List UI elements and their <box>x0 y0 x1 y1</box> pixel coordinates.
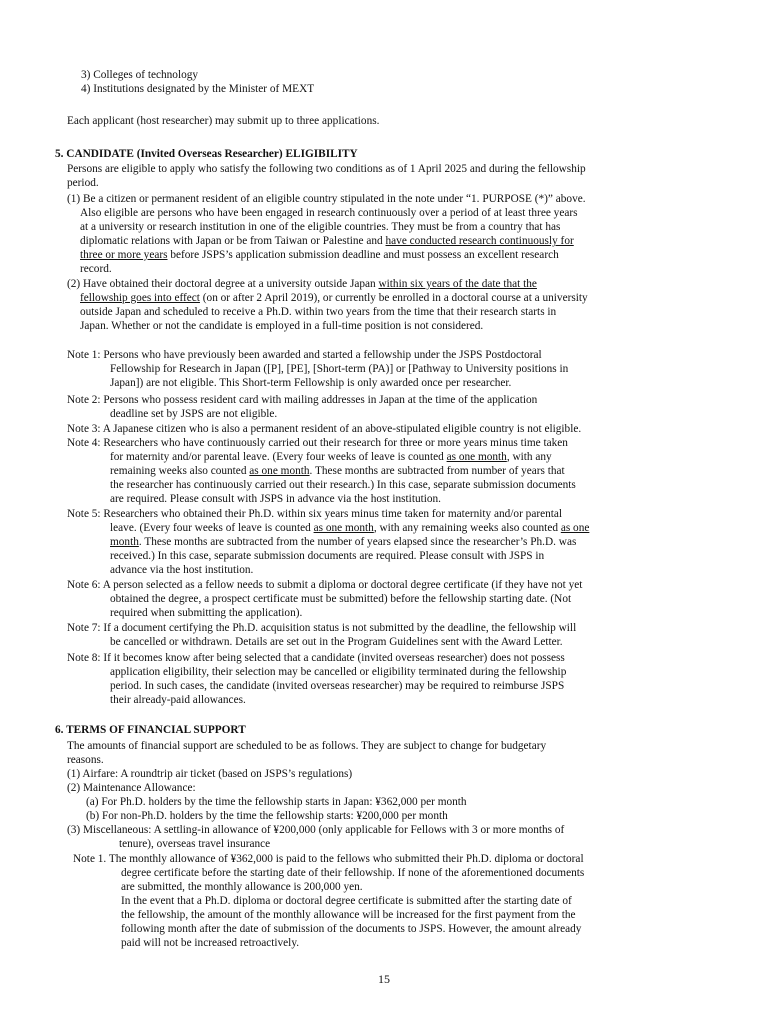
underlined-text: as one month <box>313 522 374 534</box>
note-4-line-1: Note 4: Researchers who have continuously carried out their research for three or more years minus time taken <box>67 437 568 449</box>
condition-2-line-2: fellowship goes into effect (on or after 2 April 2019), or currently be enrolled in a doctoral course at a university <box>80 292 588 304</box>
underlined-text: have conducted research continuously for <box>385 235 574 247</box>
support-item-phd-holders: (a) For Ph.D. holders by the time the fellowship starts in Japan: ¥362,000 per month <box>86 796 467 808</box>
note-8-line-2: application eligibility, their selection may be cancelled or eligibility terminated during the fellowship <box>110 666 567 678</box>
financial-note-line-3: are submitted, the monthly allowance is 200,000 yen. <box>121 881 363 893</box>
support-item-miscellaneous-line-2: tenure), overseas travel insurance <box>119 838 271 850</box>
financial-note-line-2: degree certificate before the starting date of their fellowship. If none of the aforementioned documents <box>121 867 585 879</box>
note-4-line-4: the researcher has continuously carried out their research.) In this case, separate submission documents <box>110 479 576 491</box>
condition-2-line-4: Japan. Whether or not the candidate is employed in a full-time position is not considered. <box>80 320 484 332</box>
support-item-airfare: (1) Airfare: A roundtrip air ticket (based on JSPS’s regulations) <box>67 768 353 780</box>
underlined-text: as one month <box>249 465 310 477</box>
condition-2-line-1: (2) Have obtained their doctoral degree at a university outside Japan within six years of the date that the <box>67 278 537 290</box>
financial-note-line-1: Note 1. The monthly allowance of ¥362,000 is paid to the fellows who submitted their Ph.D. diploma or doctoral <box>73 853 584 865</box>
note-8-line-3: period. In such cases, the candidate (invited overseas researcher) may be required to reimburse JSPS <box>110 680 565 692</box>
condition-2-line-3: outside Japan and scheduled to receive a Ph.D. within two years from the time that their research starts in <box>80 306 557 318</box>
note-5-line-1: Note 5: Researchers who obtained their Ph.D. within six years minus time taken for maternity and/or parental <box>67 508 563 520</box>
financial-note-line-6: following month after the date of submission of the documents to JSPS. However, the amount already <box>121 923 582 935</box>
institution-item-3: 3) Colleges of technology <box>81 69 199 81</box>
note-5-line-3: month. These months are subtracted from the number of years elapsed since the researcher’s Ph.D. was <box>110 536 577 548</box>
underlined-text: three or more years <box>80 249 168 261</box>
underlined-text: month <box>110 536 139 548</box>
condition-1-line-2: Also eligible are persons who have been engaged in research continuously over a period of at least three years <box>80 207 578 219</box>
note-5-line-4: received.) In this case, separate submission documents are required. Please consult with JSPS in <box>110 550 545 562</box>
underlined-text: fellowship goes into effect <box>80 292 200 304</box>
financial-note-line-5: the fellowship, the amount of the monthly allowance will be increased for the first payment from the <box>121 909 576 921</box>
support-item-miscellaneous-line-1: (3) Miscellaneous: A settling-in allowance of ¥200,000 (only applicable for Fellows with 3 or more months of <box>67 824 565 836</box>
note-6-line-1: Note 6: A person selected as a fellow needs to submit a diploma or doctoral degree certificate (if they have not yet <box>67 579 583 591</box>
financial-note-line-7: paid will not be increased retroactively. <box>121 937 300 949</box>
note-3: Note 3: A Japanese citizen who is also a permanent resident of an above-stipulated eligible country is not eligible. <box>67 423 582 435</box>
note-1-line-1: Note 1: Persons who have previously been awarded and started a fellowship under the JSPS Postdoctoral <box>67 349 542 361</box>
institution-item-4: 4) Institutions designated by the Minister of MEXT <box>81 83 315 95</box>
section-6-intro-line-1: The amounts of financial support are scheduled to be as follows. They are subject to change for budgetary <box>67 740 547 752</box>
support-item-non-phd-holders: (b) For non-Ph.D. holders by the time the fellowship starts: ¥200,000 per month <box>86 810 448 822</box>
note-4-line-2: for maternity and/or parental leave. (Every four weeks of leave is counted as one month, with any <box>110 451 552 463</box>
applications-note: Each applicant (host researcher) may submit up to three applications. <box>67 115 380 127</box>
note-8-line-1: Note 8: If it becomes know after being selected that a candidate (invited overseas researcher) does not possess <box>67 652 565 664</box>
note-6-line-2: obtained the degree, a prospect certificate must be submitted) before the fellowship starting date. (Not <box>110 593 572 605</box>
underlined-text: as one <box>560 522 590 534</box>
note-1-line-2: Fellowship for Research in Japan ([P], [PE], [Short-term (PA)] or [Pathway to University positions in <box>110 363 569 375</box>
section-5-heading: 5. CANDIDATE (Invited Overseas Researcher) ELIGIBILITY <box>55 148 358 160</box>
condition-1-line-6: record. <box>80 263 112 275</box>
note-4-line-3: remaining weeks also counted as one month. These months are subtracted from number of years that <box>110 465 565 477</box>
section-6-heading: 6. TERMS OF FINANCIAL SUPPORT <box>55 724 246 736</box>
note-6-line-3: required when submitting the application). <box>110 607 303 619</box>
condition-1-line-4: diplomatic relations with Japan or be from Taiwan or Palestine and have conducted research continuously for <box>80 235 574 247</box>
section-5-intro-line-2: period. <box>67 177 99 189</box>
condition-1-line-5: three or more years before JSPS’s application submission deadline and must possess an excellent research <box>80 249 559 261</box>
note-1-line-3: Japan]) are not eligible. This Short-term Fellowship is only awarded once per researcher. <box>110 377 512 389</box>
section-6-intro-line-2: reasons. <box>67 754 104 766</box>
condition-1-line-3: at a university or research institution in one of the eligible countries. They must be from a country that has <box>80 221 561 233</box>
note-5-line-2: leave. (Every four weeks of leave is counted as one month, with any remaining weeks also counted as one <box>110 522 590 534</box>
underlined-text: as one month <box>446 451 507 463</box>
page-number: 15 <box>378 972 390 986</box>
note-8-line-4: their already-paid allowances. <box>110 694 246 706</box>
note-7-line-2: be cancelled or withdrawn. Details are set out in the Program Guidelines sent with the Award Letter. <box>110 636 563 648</box>
financial-note-line-4: In the event that a Ph.D. diploma or doctoral degree certificate is submitted after the starting date of <box>121 895 572 907</box>
note-2-line-2: deadline set by JSPS are not eligible. <box>110 408 278 420</box>
condition-1-line-1: (1) Be a citizen or permanent resident of an eligible country stipulated in the note under “1. PURPOSE (*)” above. <box>67 193 586 205</box>
note-7-line-1: Note 7: If a document certifying the Ph.D. acquisition status is not submitted by the deadline, the fellowship will <box>67 622 577 634</box>
note-2-line-1: Note 2: Persons who possess resident card with mailing addresses in Japan at the time of the application <box>67 394 538 406</box>
note-5-line-5: advance via the host institution. <box>110 564 254 576</box>
note-4-line-5: are required. Please consult with JSPS in advance via the host institution. <box>110 493 442 505</box>
underlined-text: within six years of the date that the <box>378 278 537 290</box>
section-5-intro-line-1: Persons are eligible to apply who satisfy the following two conditions as of 1 April 2025 and during the fellowship <box>67 163 586 175</box>
support-item-maintenance: (2) Maintenance Allowance: <box>67 782 196 794</box>
